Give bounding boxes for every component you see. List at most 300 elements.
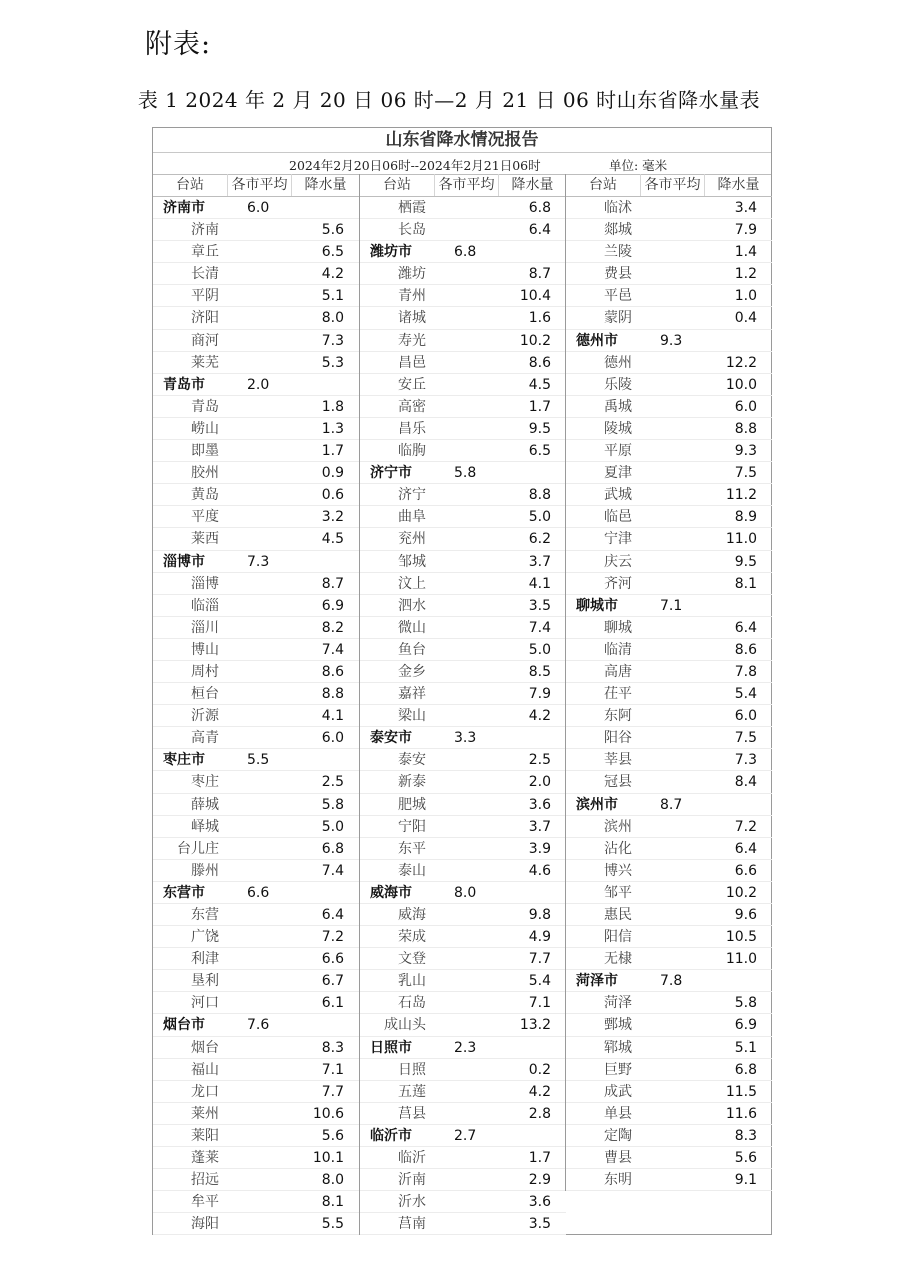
station-row [566, 573, 772, 595]
station-row [360, 683, 566, 705]
station-row [153, 705, 359, 727]
station-row [153, 617, 359, 639]
station-name: 邹平 [604, 884, 632, 901]
city-row [153, 374, 359, 396]
station-name: 广饶 [191, 929, 219, 946]
header-precipitation: 降水量 [291, 174, 359, 196]
column-header-row [566, 174, 772, 197]
city-name: 聊城市 [576, 597, 618, 614]
column-header-row [153, 174, 359, 197]
precipitation-value: 6.7 [321, 973, 344, 990]
city-average [640, 418, 704, 439]
city-average [434, 860, 498, 881]
station-name: 即墨 [191, 443, 219, 460]
precipitation-value: 1.7 [528, 398, 551, 415]
station-name: 兖州 [398, 531, 426, 548]
city-average [640, 263, 704, 284]
city-average [640, 639, 704, 660]
city-average [434, 418, 498, 439]
station-name: 东明 [604, 1172, 632, 1189]
city-average [640, 904, 704, 925]
city-average [434, 330, 498, 351]
station-name: 峄城 [191, 818, 219, 835]
station-name: 桓台 [191, 686, 219, 703]
city-average [434, 197, 498, 218]
precipitation-value: 8.1 [321, 1194, 344, 1211]
city-average [434, 617, 498, 638]
city-average [227, 1037, 291, 1058]
station-name: 福山 [191, 1061, 219, 1078]
station-row [360, 1169, 566, 1191]
station-name: 昌乐 [398, 420, 426, 437]
city-average [640, 683, 704, 704]
city-average [227, 705, 291, 726]
precipitation-value: 6.8 [321, 840, 344, 857]
station-name: 海阳 [191, 1216, 219, 1233]
station-name: 台儿庄 [177, 840, 219, 857]
station-row [566, 263, 772, 285]
station-name: 牟平 [191, 1194, 219, 1211]
city-name: 烟台市 [163, 1017, 205, 1034]
station-row [360, 749, 566, 771]
city-row [360, 1037, 566, 1059]
station-name: 济宁 [398, 487, 426, 504]
city-average [227, 396, 291, 417]
precipitation-value [291, 749, 359, 770]
city-row [153, 1014, 359, 1036]
city-average [434, 307, 498, 328]
city-name: 青岛市 [163, 376, 205, 393]
station-name: 陵城 [604, 420, 632, 437]
station-name: 东营 [191, 907, 219, 923]
city-average [640, 352, 704, 373]
station-row [360, 992, 566, 1014]
city-average [434, 506, 498, 527]
city-average [434, 948, 498, 969]
city-average [434, 816, 498, 837]
precipitation-value: 7.4 [528, 619, 551, 636]
station-row [153, 595, 359, 617]
precipitation-value: 5.0 [321, 818, 344, 835]
report-unit: 单位: 毫米 [609, 158, 668, 173]
city-average [640, 705, 704, 726]
city-row [360, 727, 566, 749]
precipitation-value: 6.5 [528, 443, 551, 460]
station-row [566, 639, 772, 661]
station-row [360, 794, 566, 816]
city-average [434, 794, 498, 815]
station-name: 临清 [604, 641, 632, 658]
station-name: 宁津 [604, 531, 632, 548]
precipitation-value: 7.8 [734, 663, 757, 680]
station-name: 威海 [398, 907, 426, 923]
city-average [434, 1191, 498, 1212]
precipitation-report-table [152, 127, 772, 1235]
precipitation-value: 1.3 [321, 420, 344, 437]
station-name: 临沂 [398, 1150, 426, 1167]
city-average: 2.7 [454, 1127, 477, 1144]
appendix-heading: 附表: [145, 29, 212, 60]
city-average [640, 749, 704, 770]
station-name: 临沭 [604, 200, 632, 216]
station-row [153, 1147, 359, 1169]
station-name: 庆云 [604, 553, 632, 570]
station-row [566, 484, 772, 506]
station-name: 鱼台 [398, 641, 426, 658]
station-name: 惠民 [604, 907, 632, 923]
city-average [434, 1014, 498, 1035]
precipitation-value: 8.2 [321, 619, 344, 636]
station-row [153, 926, 359, 948]
city-row [153, 882, 359, 904]
station-name: 高唐 [604, 663, 632, 680]
city-average: 8.0 [454, 884, 477, 901]
city-average [640, 1169, 704, 1190]
precipitation-value: 5.6 [734, 1150, 757, 1167]
city-average [434, 639, 498, 660]
station-row [360, 307, 566, 329]
precipitation-value [498, 727, 566, 748]
station-name: 黄岛 [191, 487, 219, 504]
station-row [360, 816, 566, 838]
city-average [434, 352, 498, 373]
station-name: 肥城 [398, 796, 426, 813]
precipitation-value: 5.6 [321, 1127, 344, 1144]
precipitation-value: 8.5 [528, 663, 551, 680]
station-row [566, 307, 772, 329]
city-average: 6.8 [454, 244, 477, 261]
station-row [360, 197, 566, 219]
precipitation-value: 6.0 [321, 730, 344, 747]
precipitation-value: 1.7 [321, 443, 344, 460]
station-row [153, 727, 359, 749]
station-name: 临朐 [398, 443, 426, 460]
station-row [153, 794, 359, 816]
city-average: 6.6 [247, 884, 270, 901]
station-row [153, 838, 359, 860]
city-average [227, 330, 291, 351]
station-name: 招远 [191, 1172, 219, 1189]
city-average [227, 661, 291, 682]
station-row [360, 551, 566, 573]
column-rows [360, 197, 566, 1235]
city-average [227, 838, 291, 859]
station-name: 五莲 [398, 1083, 426, 1100]
city-average [640, 484, 704, 505]
precipitation-value: 11.5 [725, 1083, 757, 1100]
precipitation-value: 3.7 [528, 818, 551, 835]
precipitation-value: 7.7 [528, 951, 551, 968]
station-name: 菏泽 [604, 995, 632, 1012]
city-name: 济宁市 [370, 465, 412, 482]
station-row [153, 1125, 359, 1147]
city-average [434, 1081, 498, 1102]
city-average [227, 241, 291, 262]
station-row [566, 1147, 772, 1169]
station-name: 冠县 [604, 774, 632, 791]
city-average [227, 970, 291, 991]
precipitation-value: 9.5 [734, 553, 757, 570]
station-name: 费县 [604, 266, 632, 283]
station-name: 临邑 [604, 509, 632, 526]
station-row [360, 926, 566, 948]
precipitation-value: 5.8 [321, 796, 344, 813]
city-row [360, 241, 566, 263]
city-average: 7.6 [247, 1017, 270, 1034]
station-row [153, 307, 359, 329]
precipitation-value: 6.0 [734, 398, 757, 415]
precipitation-value: 7.3 [734, 752, 757, 769]
station-name: 商河 [191, 332, 219, 349]
station-row [566, 882, 772, 904]
station-name: 崂山 [191, 420, 219, 437]
station-row [360, 661, 566, 683]
station-row [360, 330, 566, 352]
city-average [640, 528, 704, 549]
precipitation-value [498, 1037, 566, 1058]
header-city-average: 各市平均 [227, 174, 291, 196]
city-average [227, 1169, 291, 1190]
station-row [566, 1037, 772, 1059]
station-row [566, 396, 772, 418]
precipitation-value [291, 551, 359, 572]
station-row [566, 1103, 772, 1125]
station-name: 沾化 [604, 840, 632, 857]
precipitation-value: 0.2 [528, 1061, 551, 1078]
city-average: 5.8 [454, 465, 477, 482]
city-average [434, 440, 498, 461]
station-row [566, 771, 772, 793]
column-rows [153, 197, 359, 1235]
city-average [227, 948, 291, 969]
station-row [153, 1059, 359, 1081]
station-row [566, 617, 772, 639]
station-row [153, 1213, 359, 1235]
city-row [566, 794, 772, 816]
city-average [227, 307, 291, 328]
station-name: 平阴 [191, 288, 219, 305]
station-row [360, 617, 566, 639]
city-average [227, 794, 291, 815]
precipitation-value: 7.4 [321, 641, 344, 658]
precipitation-value: 5.0 [528, 509, 551, 526]
city-average [227, 992, 291, 1013]
station-row [566, 440, 772, 462]
station-name: 梁山 [398, 708, 426, 725]
city-name: 威海市 [370, 884, 412, 901]
precipitation-value: 4.2 [528, 708, 551, 725]
precipitation-value: 7.3 [321, 332, 344, 349]
station-name: 济阳 [191, 310, 219, 327]
city-average [227, 1213, 291, 1234]
station-row [566, 528, 772, 550]
precipitation-value: 2.5 [321, 774, 344, 791]
station-row [566, 926, 772, 948]
city-average [640, 307, 704, 328]
column-header-row [360, 174, 566, 197]
city-average [227, 926, 291, 947]
header-precipitation: 降水量 [498, 174, 566, 196]
precipitation-value: 3.4 [734, 200, 757, 216]
city-average [640, 462, 704, 483]
station-row [566, 551, 772, 573]
city-average [227, 639, 291, 660]
city-average [227, 528, 291, 549]
precipitation-value [291, 1014, 359, 1035]
city-row [153, 551, 359, 573]
station-name: 垦利 [191, 973, 219, 990]
city-average [227, 219, 291, 240]
city-average [640, 551, 704, 572]
station-row [360, 904, 566, 926]
city-row [566, 330, 772, 352]
station-name: 莱州 [191, 1105, 219, 1122]
precipitation-value: 3.5 [528, 1216, 551, 1233]
city-average [227, 263, 291, 284]
city-name: 枣庄市 [163, 752, 205, 769]
city-average [227, 462, 291, 483]
precipitation-value: 5.4 [734, 686, 757, 703]
city-average: 7.8 [660, 973, 683, 990]
precipitation-value: 10.2 [725, 884, 757, 901]
station-name: 荣成 [398, 929, 426, 946]
station-row [566, 418, 772, 440]
station-name: 潍坊 [398, 266, 426, 283]
station-row [360, 1147, 566, 1169]
station-name: 周村 [191, 663, 219, 680]
header-station: 台站 [383, 177, 411, 193]
station-row [153, 1191, 359, 1213]
city-row [360, 1125, 566, 1147]
station-row [153, 1037, 359, 1059]
precipitation-value: 2.0 [528, 774, 551, 791]
precipitation-value: 7.2 [734, 818, 757, 835]
city-row [153, 749, 359, 771]
city-average [434, 551, 498, 572]
station-row [360, 1103, 566, 1125]
station-name: 胶州 [191, 465, 219, 482]
precipitation-value: 5.5 [321, 1216, 344, 1233]
station-row [153, 528, 359, 550]
city-name: 泰安市 [370, 730, 412, 747]
station-name: 武城 [604, 487, 632, 504]
station-name: 淄川 [191, 619, 219, 636]
station-row [360, 352, 566, 374]
station-row [566, 948, 772, 970]
precipitation-value: 9.5 [528, 420, 551, 437]
station-row [360, 396, 566, 418]
precipitation-value [498, 241, 566, 262]
station-row [566, 1081, 772, 1103]
city-average [434, 219, 498, 240]
city-average [227, 1125, 291, 1146]
station-row [360, 705, 566, 727]
precipitation-value: 11.0 [725, 531, 757, 548]
station-row [153, 948, 359, 970]
precipitation-value [291, 882, 359, 903]
precipitation-value: 8.6 [321, 663, 344, 680]
city-name: 日照市 [370, 1039, 412, 1056]
station-name: 泰安 [398, 752, 426, 769]
station-row [153, 219, 359, 241]
station-row [153, 683, 359, 705]
city-average: 2.3 [454, 1039, 477, 1056]
station-name: 定陶 [604, 1127, 632, 1144]
city-average [227, 1147, 291, 1168]
station-row [153, 1081, 359, 1103]
precipitation-value: 11.6 [725, 1105, 757, 1122]
station-row [566, 661, 772, 683]
city-average [434, 683, 498, 704]
station-row [153, 241, 359, 263]
precipitation-value: 4.1 [528, 575, 551, 592]
city-average [434, 573, 498, 594]
station-name: 巨野 [604, 1061, 632, 1078]
station-row [360, 484, 566, 506]
city-average [640, 197, 704, 218]
city-average [434, 838, 498, 859]
precipitation-value [291, 197, 359, 218]
city-average [434, 1147, 498, 1168]
precipitation-value: 13.2 [519, 1017, 551, 1034]
precipitation-value: 8.6 [528, 354, 551, 371]
city-average [434, 705, 498, 726]
station-row [360, 440, 566, 462]
station-name: 乳山 [398, 973, 426, 990]
city-average [434, 1059, 498, 1080]
precipitation-value: 5.3 [321, 354, 344, 371]
precipitation-value: 2.5 [528, 752, 551, 769]
station-name: 嘉祥 [398, 686, 426, 703]
precipitation-value: 9.6 [734, 907, 757, 923]
city-average [640, 1103, 704, 1124]
station-row [153, 506, 359, 528]
city-average: 2.0 [247, 376, 270, 393]
precipitation-value: 6.4 [734, 840, 757, 857]
precipitation-value: 7.1 [528, 995, 551, 1012]
city-average [640, 771, 704, 792]
station-name: 沂水 [398, 1194, 426, 1211]
precipitation-value: 4.1 [321, 708, 344, 725]
precipitation-value: 2.8 [528, 1105, 551, 1122]
city-average [434, 263, 498, 284]
city-average: 6.0 [247, 200, 270, 216]
station-name: 平度 [191, 509, 219, 526]
precipitation-value: 1.4 [734, 244, 757, 261]
precipitation-value: 5.0 [528, 641, 551, 658]
precipitation-value: 6.4 [528, 222, 551, 239]
station-name: 长清 [191, 266, 219, 283]
station-name: 泗水 [398, 597, 426, 614]
city-row [153, 197, 359, 219]
header-station: 台站 [589, 177, 617, 193]
city-average [227, 727, 291, 748]
station-name: 莒南 [398, 1216, 426, 1233]
city-average: 5.5 [247, 752, 270, 769]
station-name: 青州 [398, 288, 426, 305]
station-row [360, 1191, 566, 1213]
precipitation-value: 4.6 [528, 862, 551, 879]
station-name: 济南 [191, 222, 219, 239]
station-row [153, 352, 359, 374]
station-name: 成山头 [384, 1017, 426, 1034]
station-name: 东阿 [604, 708, 632, 725]
header-station: 台站 [176, 177, 204, 193]
precipitation-value: 1.2 [734, 266, 757, 283]
station-row [360, 1081, 566, 1103]
station-row [360, 595, 566, 617]
precipitation-value [704, 330, 772, 351]
